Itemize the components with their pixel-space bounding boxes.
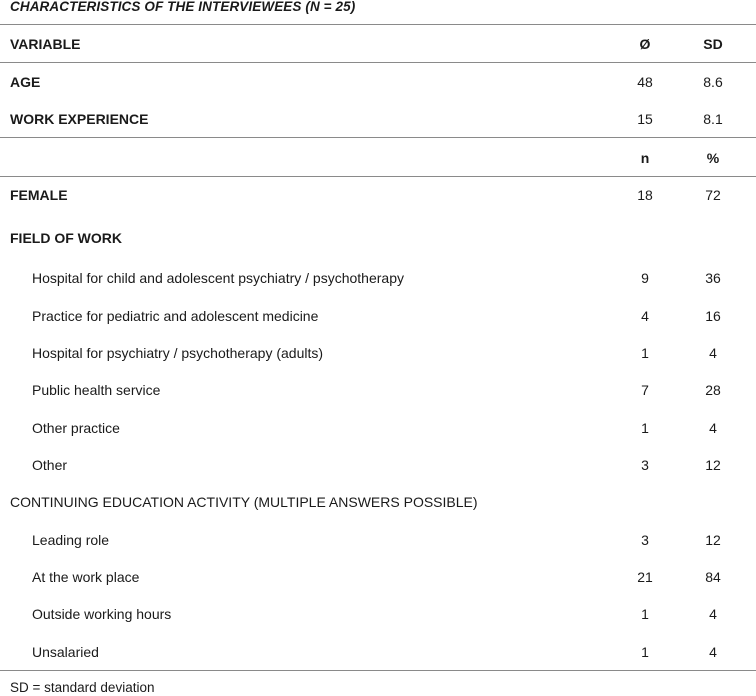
section-label: FIELD OF WORK [10, 230, 122, 246]
row-label: Practice for pediatric and adolescent medicine [32, 308, 319, 324]
row-label: Other [32, 457, 68, 473]
rule-below-header [0, 62, 756, 63]
row-label: Public health service [32, 382, 161, 398]
row-n: 9 [641, 270, 649, 286]
table-title: CHARACTERISTICS OF THE INTERVIEWEES (N = 25) [10, 0, 356, 14]
table-row [0, 380, 756, 400]
table-row-work-experience [0, 109, 756, 129]
footnote: SD = standard deviation [10, 680, 155, 695]
row-n: 1 [641, 420, 649, 436]
row-percent: 16 [705, 308, 721, 324]
header-row-n-percent [0, 148, 756, 168]
header-n: n [640, 150, 650, 166]
header-variable: VARIABLE [10, 36, 81, 52]
rule-below-n-header [0, 176, 756, 177]
row-percent: 12 [705, 532, 721, 548]
header-mean: Ø [639, 36, 651, 52]
row-label: At the work place [32, 569, 140, 585]
row-n: 1 [641, 606, 649, 622]
table-row [0, 306, 756, 326]
row-mean: 48 [637, 74, 653, 90]
row-n: 7 [641, 382, 649, 398]
rule-above-n-header [0, 137, 756, 138]
row-n: 1 [641, 644, 649, 660]
row-n: 18 [637, 187, 653, 203]
row-percent: 4 [709, 644, 717, 660]
row-label: Hospital for child and adolescent psychiatry / psychotherapy [32, 270, 404, 286]
row-percent: 4 [709, 420, 717, 436]
header-sd: SD [703, 36, 723, 52]
table-row [0, 455, 756, 475]
table-row-age [0, 72, 756, 92]
table-row [0, 343, 756, 363]
row-label: Hospital for psychiatry / psychotherapy (adults) [32, 345, 324, 361]
row-label: AGE [10, 74, 41, 90]
table-row [0, 268, 756, 288]
section-continuing-education [0, 492, 756, 512]
table-row [0, 567, 756, 587]
row-n: 3 [641, 532, 649, 548]
row-percent: 4 [709, 606, 717, 622]
header-percent: % [706, 150, 720, 166]
table-row [0, 530, 756, 550]
table-row [0, 604, 756, 624]
rule-bottom [0, 670, 756, 671]
row-label: Unsalaried [32, 644, 99, 660]
table-row [0, 418, 756, 438]
section-field-of-work [0, 228, 756, 248]
row-mean: 15 [637, 111, 653, 127]
row-n: 4 [641, 308, 649, 324]
row-percent: 84 [705, 569, 721, 585]
row-label: Outside working hours [32, 606, 172, 622]
table-row [0, 642, 756, 662]
row-label: WORK EXPERIENCE [10, 111, 149, 127]
row-label: FEMALE [10, 187, 68, 203]
row-sd: 8.1 [703, 111, 723, 127]
row-sd: 8.6 [703, 74, 723, 90]
row-percent: 12 [705, 457, 721, 473]
row-n: 21 [637, 569, 653, 585]
row-label: Other practice [32, 420, 120, 436]
rule-top [0, 24, 756, 25]
row-n: 1 [641, 345, 649, 361]
row-percent: 72 [705, 187, 721, 203]
table-row-female [0, 185, 756, 205]
row-percent: 36 [705, 270, 721, 286]
section-label: CONTINUING EDUCATION ACTIVITY (MULTIPLE ANSWERS POSSIBLE) [10, 494, 478, 510]
header-row-mean-sd [0, 34, 756, 54]
row-percent: 28 [705, 382, 721, 398]
row-n: 3 [641, 457, 649, 473]
row-percent: 4 [709, 345, 717, 361]
row-label: Leading role [32, 532, 110, 548]
